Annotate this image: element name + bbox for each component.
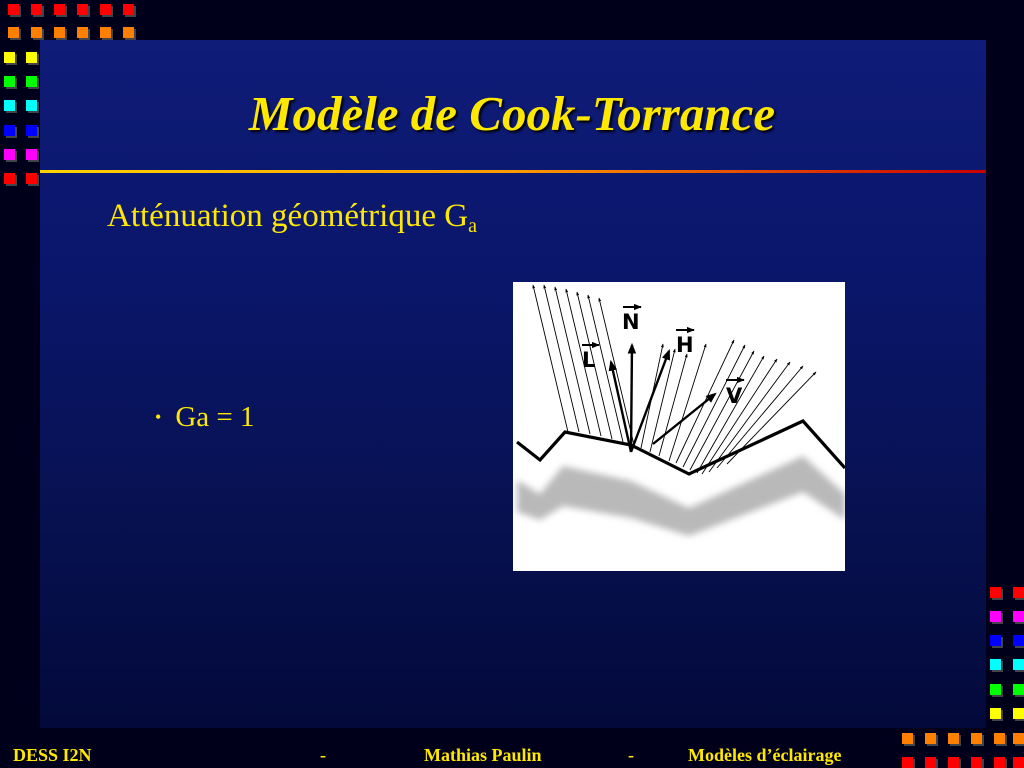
decor-square [123, 4, 134, 15]
decor-square [971, 733, 982, 744]
decor-square [990, 611, 1001, 622]
decor-square [100, 27, 111, 38]
decor-square [990, 684, 1001, 695]
slide-subtitle [107, 198, 477, 238]
decor-square [4, 125, 15, 136]
decor-square [26, 52, 37, 63]
decor-square [8, 27, 19, 38]
decor-square [4, 149, 15, 160]
decor-square [902, 733, 913, 744]
decor-square [1013, 659, 1024, 670]
decor-square [1013, 635, 1024, 646]
bullet-text: Ga = 1 [175, 401, 255, 433]
decor-square [100, 4, 111, 15]
slide-title: Modèle de Cook-Torrance [248, 86, 776, 141]
vector-label-h: H [676, 333, 694, 357]
decor-square [990, 708, 1001, 719]
decor-square [31, 4, 42, 15]
vector-label-l: L [582, 348, 596, 372]
footer-separator-2: - [628, 745, 634, 765]
footer-topic: Modèles d’éclairage [688, 745, 842, 765]
vector-labels [582, 307, 744, 408]
decor-square [26, 125, 37, 136]
decor-square [77, 4, 88, 15]
decor-square [31, 27, 42, 38]
decor-square [26, 173, 37, 184]
footer-author: Mathias Paulin [424, 745, 542, 765]
microfacet-figure [513, 282, 845, 571]
title-divider [40, 170, 986, 173]
decor-square [1013, 611, 1024, 622]
decor-square [26, 149, 37, 160]
footer-separator-1: - [320, 745, 326, 765]
decor-square [990, 659, 1001, 670]
decor-square [994, 733, 1005, 744]
microfacet-diagram [513, 282, 845, 571]
decor-square [990, 635, 1001, 646]
slide-footer [0, 745, 1024, 768]
decor-square [54, 4, 65, 15]
light-rays [533, 285, 816, 474]
decor-square [4, 173, 15, 184]
footer-course: DESS I2N [13, 745, 92, 765]
decor-square [26, 100, 37, 111]
bullet-marker: • [155, 407, 162, 427]
vector-label-v: V [726, 384, 743, 408]
decor-square [4, 76, 15, 87]
decor-square [1013, 587, 1024, 598]
decor-square [948, 733, 959, 744]
decor-square [1013, 684, 1024, 695]
decor-square [4, 100, 15, 111]
decor-square [1013, 708, 1024, 719]
decor-square [77, 27, 88, 38]
decor-square [26, 76, 37, 87]
bullet-item [155, 401, 254, 434]
decor-square [1013, 733, 1024, 744]
decor-square [925, 733, 936, 744]
decor-square [4, 52, 15, 63]
subtitle-text: Atténuation géométrique G [107, 198, 469, 234]
vector-label-n: N [622, 310, 640, 334]
subtitle-subscript: a [468, 215, 477, 237]
surface-shadow [517, 456, 845, 536]
decor-square [990, 587, 1001, 598]
decor-square [8, 4, 19, 15]
decor-square [54, 27, 65, 38]
decor-square [123, 27, 134, 38]
